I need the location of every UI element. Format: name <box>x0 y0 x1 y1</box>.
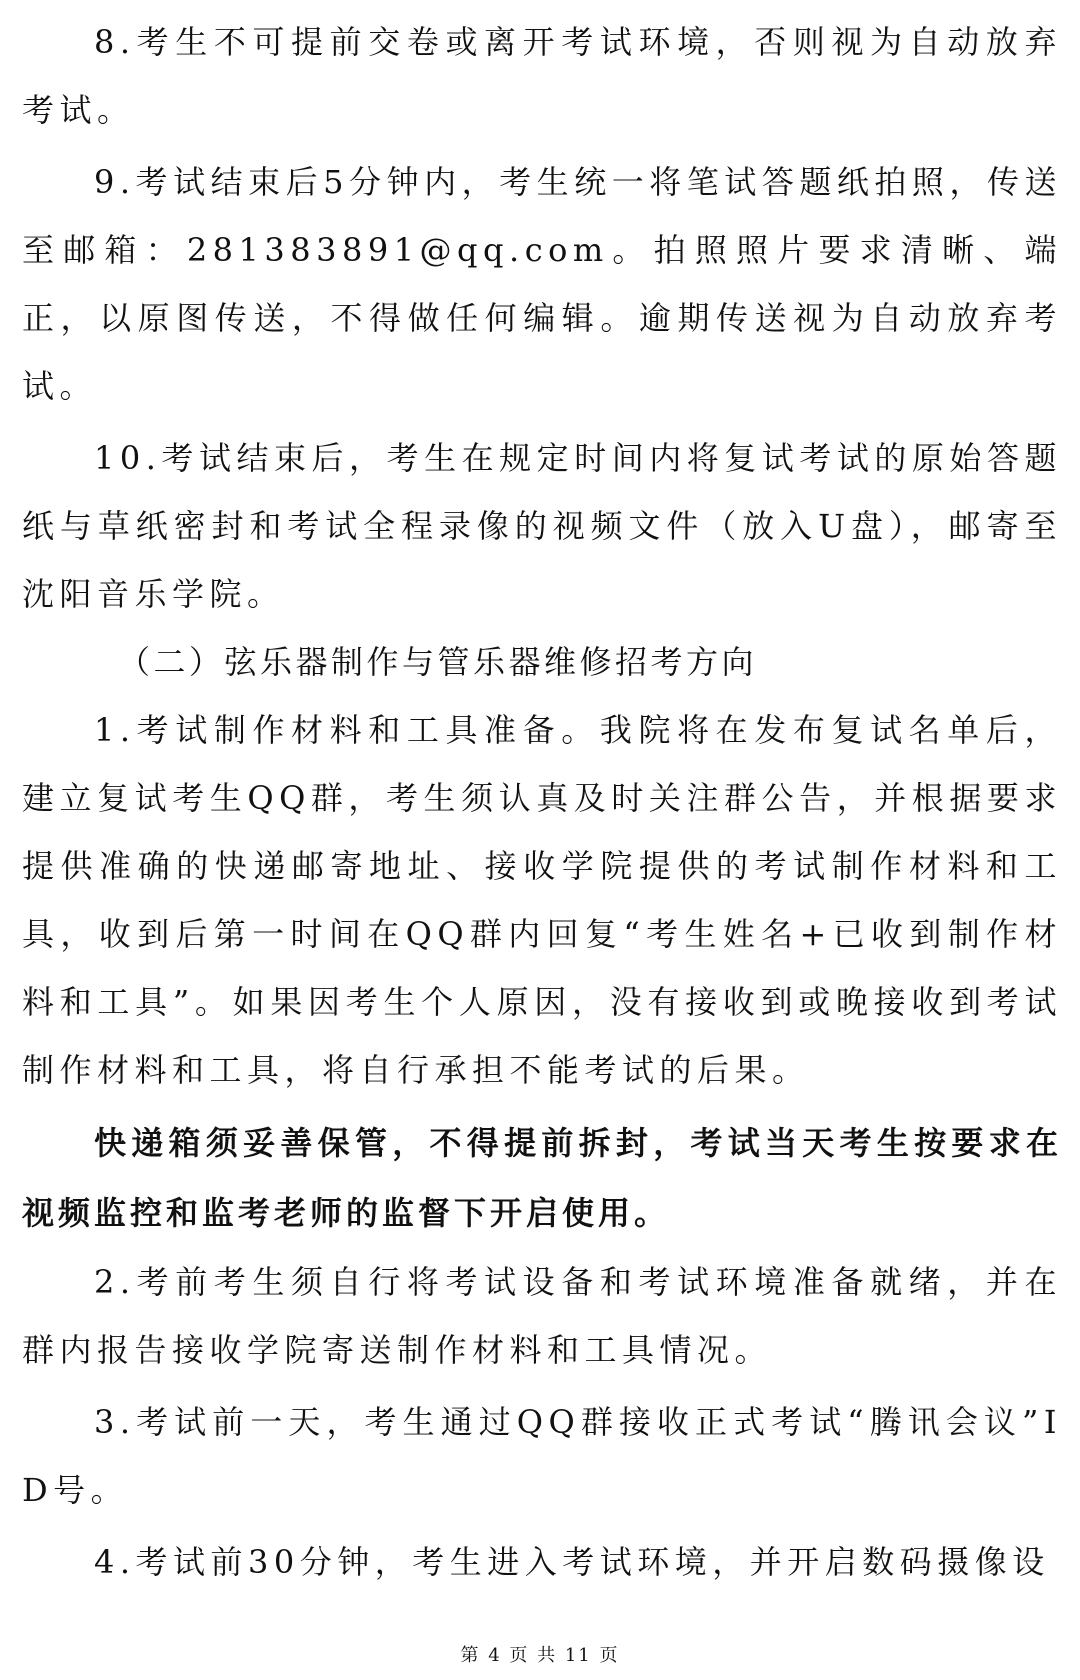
paragraph-item-10: 10.考试结束后，考生在规定时间内将复试考试的原始答题纸与草纸密封和考试全程录像的视频文件（放入U盘），邮寄至沈阳音乐学院。 <box>22 439 1062 613</box>
page-number-footer: 第 4 页 共 11 页 <box>460 1645 620 1666</box>
document-body <box>22 8 1062 1596</box>
bold-notice-paragraph: 快递箱须妥善保管，不得提前拆封，考试当天考生按要求在视频监控和监考老师的监督下开启使用。 <box>22 1124 1062 1232</box>
paragraph-item-2: 2.考前考生须自行将考试设备和考试环境准备就绪，并在群内报告接收学院寄送制作材料和工具情况。 <box>22 1263 1062 1369</box>
paragraph-item-9: 9.考试结束后5分钟内，考生统一将笔试答题纸拍照，传送至邮箱：281383891@qq.com。拍照照片要求清晰、端正，以原图传送，不得做任何编辑。逾期传送视为自动放弃考试。 <box>22 163 1062 405</box>
paragraph-item-8: 8.考生不可提前交卷或离开考试环境，否则视为自动放弃考试。 <box>22 23 1062 129</box>
section-heading: （二）弦乐器制作与管乐器维修招考方向 <box>118 643 758 681</box>
paragraph-item-4: 4.考试前30分钟，考生进入考试环境，并开启数码摄像设 <box>94 1543 1050 1581</box>
paragraph-item-3: 3.考试前一天，考生通过QQ群接收正式考试“腾讯会议”ID号。 <box>22 1403 1062 1509</box>
paragraph-item-1: 1.考试制作材料和工具准备。我院将在发布复试名单后，建立复试考生QQ群，考生须认真及时关注群公告，并根据要求提供准确的快递邮寄地址、接收学院提供的考试制作材料和工具，收到后第一时间在QQ群内回复“考生姓名+已收到制作材料和工具”。如果因考生个人原因，没有接收到或晚接收到考试制作材料和工具，将自行承担不能考试的后果。 <box>22 711 1062 1089</box>
